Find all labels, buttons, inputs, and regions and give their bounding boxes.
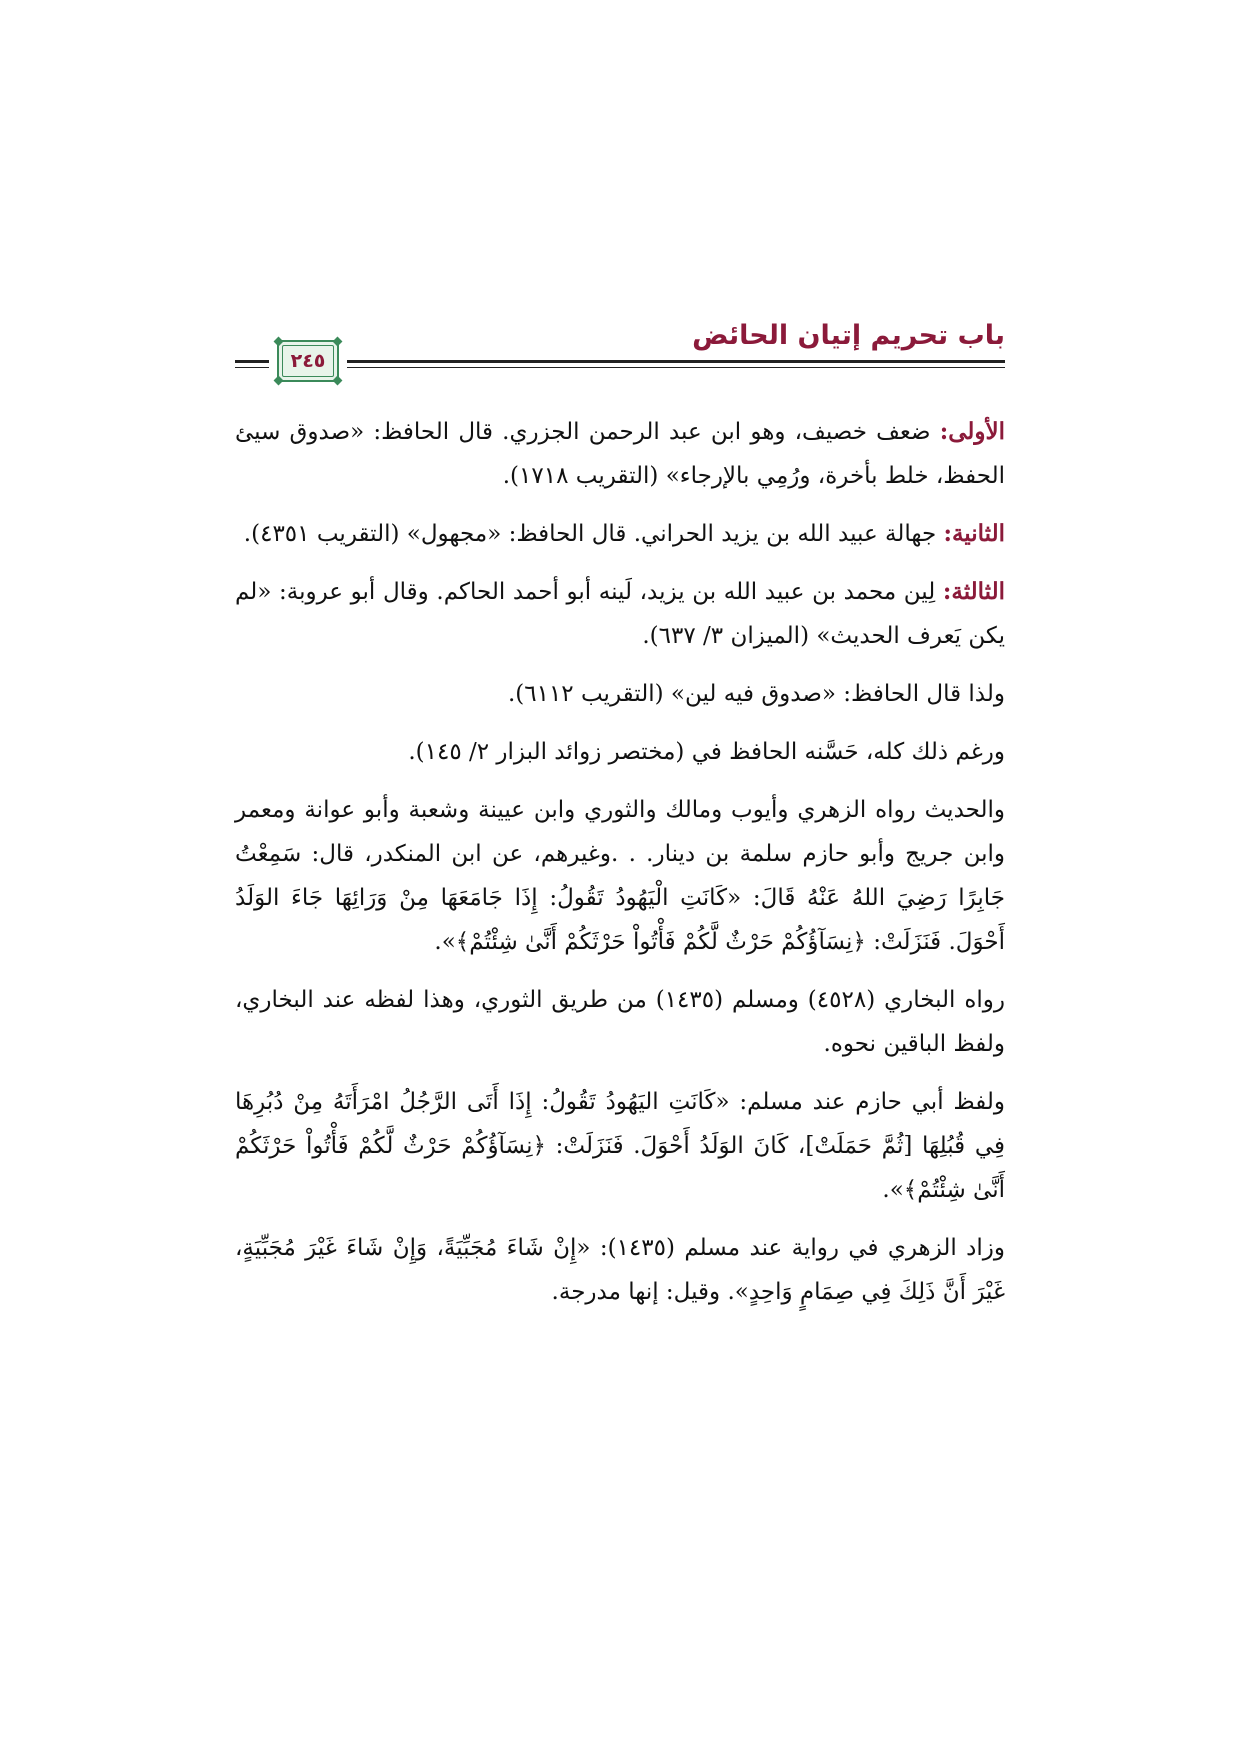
paragraph-text: والحديث رواه الزهري وأيوب ومالك والثوري وابن عيينة وشعبة وأبو عوانة ومعمر وابن جريج وأبو حازم سلمة بن دينار. . .وغيرهم، عن ابن المنكدر، قال: سَمِعْتُ جَابِرًا رَضِيَ اللهُ عَنْهُ قَالَ: «كَانَتِ الْيَهُودُ تَقُولُ: إِذَا جَامَعَهَا مِنْ وَرَائِهَا جَاءَ الوَلَدُ أَحْوَلَ. فَنَزَلَتْ: ﴿نِسَآؤُكُمْ حَرْثٌ لَّكُمْ فَأْتُواْ حَرْثَكُمْ أَنَّىٰ شِئْتُمْ﴾».: [235, 797, 1005, 955]
ornament-icon: [333, 376, 343, 386]
page-header: [235, 310, 1005, 380]
ornament-icon: [274, 376, 284, 386]
paragraph-text: ولذا قال الحافظ: «صدوق فيه لين» (التقريب ٦١١٢).: [507, 681, 1005, 707]
paragraph-3: [235, 570, 1005, 658]
paragraph-text: ولفظ أبي حازم عند مسلم: «كَانَتِ اليَهُودُ تَقُولُ: إِذَا أَتَى الرَّجُلُ امْرَأَتَهُ مِنْ دُبُرِهَا فِي قُبُلِهَا [ثُمَّ حَمَلَتْ]، كَانَ الوَلَدُ أَحْوَلَ. فَنَزَلَتْ: ﴿نِسَآؤُكُمْ حَرْثٌ لَّكُمْ فَأْتُواْ حَرْثَكُمْ أَنَّىٰ شِئْتُمْ﴾».: [235, 1089, 1005, 1203]
paragraph-text: ضعف خصيف، وهو ابن عبد الرحمن الجزري. قال الحافظ: «صدوق سيئ الحفظ، خلط بأخرة، ورُمِي بالإرجاء» (التقريب ١٧١٨).: [235, 419, 1005, 489]
page-number: ٢٤٥: [290, 350, 326, 372]
chapter-title: باب تحريم إتيان الحائض: [692, 320, 1005, 351]
paragraph-8: [235, 1080, 1005, 1212]
paragraph-text: ورغم ذلك كله، حَسَّنه الحافظ في (مختصر زوائد البزار ٢/ ١٤٥).: [408, 739, 1005, 765]
paragraph-6: [235, 788, 1005, 964]
paragraph-text: وزاد الزهري في رواية عند مسلم (١٤٣٥): «إِنْ شَاءَ مُجَبِّيَةً، وَإِنْ شَاءَ غَيْرَ مُجَبِّيَةٍ، غَيْرَ أَنَّ ذَلِكَ فِي صِمَامٍ وَاحِدٍ». وقيل: إنها مدرجة.: [235, 1235, 1006, 1305]
paragraph-7: [235, 978, 1005, 1066]
paragraph-text: رواه البخاري (٤٥٢٨) ومسلم (١٤٣٥) من طريق الثوري، وهذا لفظه عند البخاري، ولفظ الباقين نحوه.: [235, 987, 1005, 1057]
paragraph-label: الثالثة:: [942, 578, 1005, 605]
paragraph-text: جهالة عبيد الله بن يزيد الحراني. قال الحافظ: «مجهول» (التقريب ٤٣٥١).: [243, 521, 944, 547]
paragraph-label: الثانية:: [943, 520, 1005, 547]
ornament-icon: [274, 337, 284, 347]
header-rule: [235, 360, 269, 363]
paragraph-label: الأولى:: [939, 418, 1005, 445]
header-rule: [347, 360, 593, 363]
header-rule: [235, 367, 269, 368]
header-rule: [593, 367, 1005, 368]
paragraph-5: [235, 730, 1005, 774]
header-rule: [347, 367, 593, 368]
page-body: [235, 410, 1005, 1328]
paragraph-2: [235, 512, 1005, 556]
page-number-badge: [277, 340, 339, 382]
header-rule: [593, 360, 1005, 363]
ornament-icon: [333, 337, 343, 347]
paragraph-1: [235, 410, 1005, 498]
paragraph-9: [235, 1226, 1005, 1314]
paragraph-text: لِين محمد بن عبيد الله بن يزيد، لَينه أبو أحمد الحاكم. وقال أبو عروبة: «لم يكن يَعرف الحديث» (الميزان ٣/ ٦٣٧).: [235, 579, 1005, 649]
paragraph-4: [235, 672, 1005, 716]
